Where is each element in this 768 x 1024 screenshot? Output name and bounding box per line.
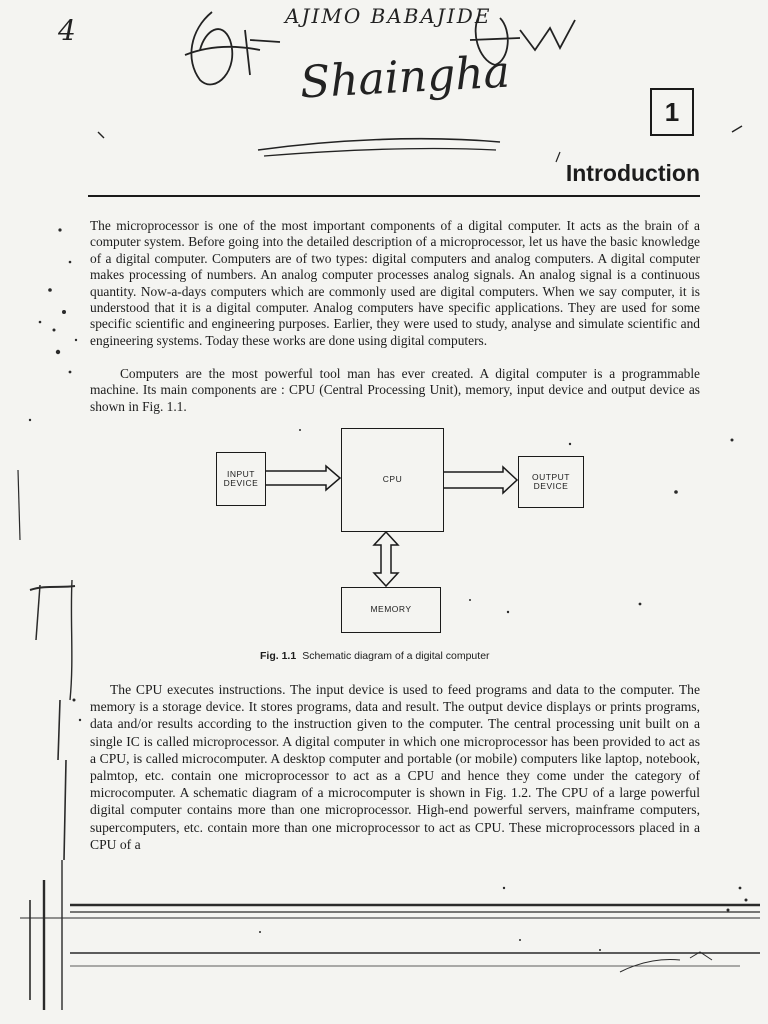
- chapter-number-box: 1: [650, 88, 694, 136]
- paragraph-1: The microprocessor is one of the most important components of a digital computer. It acts as the brain of a computer system. Before going into the detailed description of a microprocessor, let us have the basic knowledge of a digital computer. Computers are of two types: digital computers and analog computers. A digital computer makes processing of numbers. An analog computer processes analog signals. An analog signal is a continuous quantity. Now-a-days computers which are commonly used are digital computers. When we say computer, it is understood that it is a digital computer. Analog computers have specific applications. They are used for some specific scientific and engineering purposes. Earlier, they were used to study, analyse and simulate scientific and engineering systems. Today these works are done using digital computers.: [90, 218, 700, 348]
- paragraph-2: Computers are the most powerful tool man has ever created. A digital computer is a programmable machine. Its main components are : CPU (Central Processing Unit), memory, input device and output device as shown in Fig. 1.1.: [90, 366, 700, 414]
- input-device-box: INPUT DEVICE: [216, 452, 266, 506]
- handwritten-city: Shaingha: [298, 46, 512, 109]
- paragraph-3: The CPU executes instructions. The input device is used to feed programs and data to the computer. The memory is a storage device. It stores programs, data and result. The output device displays or prints programs, data and/or results according to the instruction given to the computer. The central processing unit built on a single IC is called microprocessor. A digital computer in which one microprocessor has been provided to act as a CPU, is called microcomputer. A desktop computer and portable (or mobile) computers like laptop, notebook, palmtop, etc. contain one microprocessor to act as a CPU and hence they come under the category of microcomputer. A schematic diagram of a microcomputer is shown in Fig. 1.2. The CPU of a large powerful digital computer contains more than one microprocessor. High-end powerful servers, mainframe computers, supercomputers, etc. contain more than one microprocessor to act as CPU. These microprocessors placed in a CPU of a: [90, 682, 700, 852]
- handwritten-page-number: 4: [58, 14, 76, 47]
- cpu-box: CPU: [341, 428, 444, 532]
- figure-caption-text: Schematic diagram of a digital computer: [302, 650, 490, 662]
- figure-caption-label: Fig. 1.1: [260, 650, 297, 662]
- memory-box: MEMORY: [341, 587, 441, 633]
- chapter-title: Introduction: [565, 160, 700, 186]
- handwritten-name: AJIMO BABAJIDE: [285, 4, 492, 28]
- output-device-box: OUTPUT DEVICE: [518, 456, 584, 508]
